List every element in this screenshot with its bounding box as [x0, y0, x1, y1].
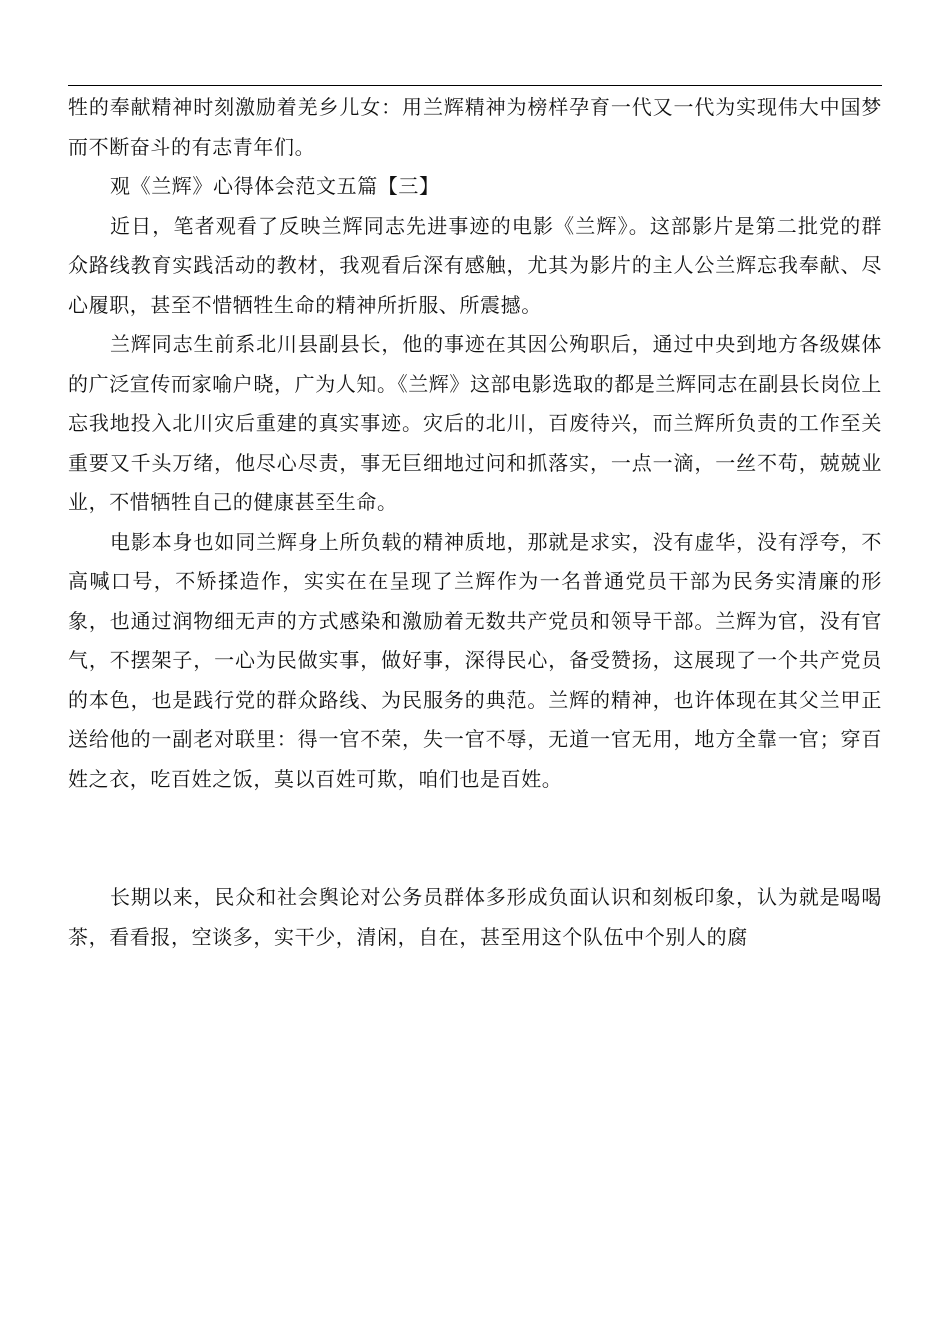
document-body	[68, 88, 882, 957]
paragraph: 兰辉同志生前系北川县副县长，他的事迹在其因公殉职后，通过中央到地方各级媒体的广泛宣传而家喻户晓，广为人知。《兰辉》这部电影选取的都是兰辉同志在副县长岗位上忘我地投入北川灾后重建的真实事迹。灾后的北川，百废待兴，而兰辉所负责的工作至关重要又千头万绪，他尽心尽责，事无巨细地过问和抓落实，一点一滴，一丝不苟，兢兢业业，不惜牺牲自己的健康甚至生命。	[68, 332, 882, 514]
header-rule	[68, 85, 882, 86]
section-heading: 观《兰辉》心得体会范文五篇【三】	[110, 174, 440, 198]
paragraph: 长期以来，民众和社会舆论对公务员群体多形成负面认识和刻板印象，认为就是喝喝茶，看看报，空谈多，实干少，清闲，自在，甚至用这个队伍中个别人的腐	[68, 885, 882, 949]
paragraph: 近日，笔者观看了反映兰辉同志先进事迹的电影《兰辉》。这部影片是第二批党的群众路线教育实践活动的教材，我观看后深有感触，尤其为影片的主人公兰辉忘我奉献、尽心履职，甚至不惜牺牲生命的精神所折服、所震撼。	[68, 213, 882, 317]
paragraph-continuation: 牲的奉献精神时刻激励着羌乡儿女：用兰辉精神为榜样孕育一代又一代为实现伟大中国梦而不断奋斗的有志青年们。	[68, 95, 882, 159]
paragraph: 电影本身也如同兰辉身上所负载的精神质地，那就是求实，没有虚华，没有浮夸，不高喊口号，不矫揉造作，实实在在呈现了兰辉作为一名普通党员干部为民务实清廉的形象，也通过润物细无声的方式感染和激励着无数共产党员和领导干部。兰辉为官，没有官气，不摆架子，一心为民做实事，做好事，深得民心，备受赞扬，这展现了一个共产党员的本色，也是践行党的群众路线、为民服务的典范。兰辉的精神，也许体现在其父兰甲正送给他的一副老对联里：得一官不荣，失一官不辱，无道一官无用，地方全靠一官；穿百姓之衣，吃百姓之饭，莫以百姓可欺，咱们也是百姓。	[68, 529, 882, 791]
